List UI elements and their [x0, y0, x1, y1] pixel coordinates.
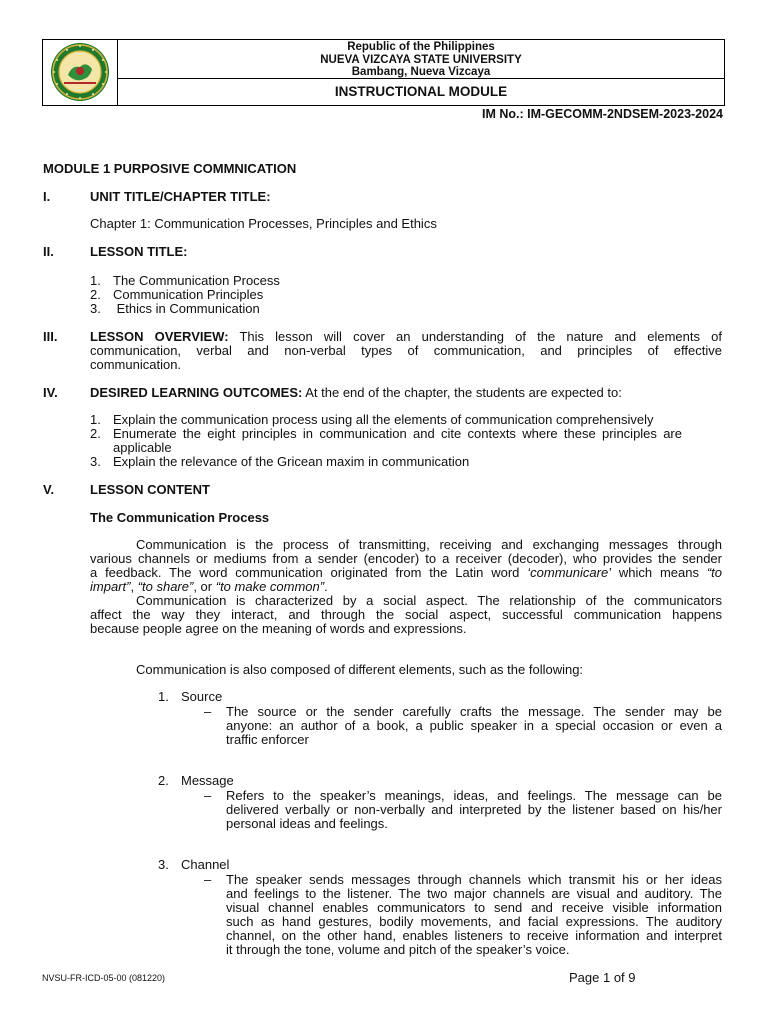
element-description-line: The source or the sender carefully crafts the message. The sender may be [226, 704, 722, 719]
list-number: 3. [90, 454, 101, 469]
header-box [42, 39, 725, 106]
list-number: 1. [90, 273, 101, 288]
list-item: The Communication Process [113, 273, 280, 288]
section-title: LESSON CONTENT [90, 482, 210, 497]
element-description-line: such as hand gestures, bodily movements, and facial expressions. The auditory [226, 914, 722, 929]
list-number: 3. [90, 301, 101, 316]
logo-cell [43, 40, 118, 105]
element-description-line: personal ideas and feelings. [226, 816, 388, 831]
section-title: UNIT TITLE/CHAPTER TITLE: [90, 189, 271, 204]
document-title: INSTRUCTIONAL MODULE [334, 84, 508, 99]
list-item: Enumerate the eight principles in communication and cite contexts where these principles are [113, 426, 682, 441]
element-description-line: and feelings to the listener. The two major channels are visual and auditory. The [226, 886, 722, 901]
section-number: III. [43, 329, 58, 344]
list-number: 1. [90, 412, 101, 427]
list-number: 3. [158, 857, 169, 872]
element-description-line: visual channel enables communicators to send and receive visible information [226, 900, 722, 915]
list-number: 1. [158, 689, 169, 704]
element-name: Source [181, 689, 223, 704]
dash-bullet: – [204, 788, 212, 803]
element-description-line: it through the tone, volume and pitch of the speaker’s voice. [226, 942, 570, 957]
element-description-line: The speaker sends messages through channels which transmit his or her ideas [226, 872, 722, 887]
element-description-line: Refers to the speaker’s meanings, ideas, and feelings. The message can be [226, 788, 722, 803]
text-run: which means [611, 565, 707, 580]
republic-line: Republic of the Philippines [347, 41, 495, 53]
element-name: Channel [181, 857, 230, 872]
dash-bullet: – [204, 704, 212, 719]
section-title: LESSON OVERVIEW: [90, 329, 229, 344]
italic-run: ‘communicare’ [527, 565, 612, 580]
chapter-title: Chapter 1: Communication Processes, Principles and Ethics [90, 216, 437, 231]
paragraph-line: Communication is characterized by a social aspect. The relationship of the communicators [136, 593, 722, 608]
list-item: Ethics in Communication [113, 301, 260, 316]
list-number: 2. [90, 426, 101, 441]
italic-run: “to share” [137, 579, 194, 594]
outcomes-intro: At the end of the chapter, the students are expected to: [305, 385, 622, 400]
outcomes-heading [90, 386, 622, 400]
text-run: . [324, 579, 328, 594]
element-description-line: delivered verbally or non-verbally and interpreted by the listener based on his/her [226, 802, 722, 817]
subheading: The Communication Process [90, 510, 270, 525]
section-number: I. [43, 189, 51, 204]
text-run: , [130, 579, 138, 594]
section-title: LESSON TITLE: [90, 244, 188, 259]
list-item: Communication Principles [113, 287, 264, 302]
section-number: V. [43, 482, 55, 497]
form-code: NVSU-FR-ICD-05-00 (081220) [42, 973, 166, 983]
elements-intro: Communication is also composed of different elements, such as the following: [136, 662, 584, 677]
module-title: MODULE 1 PURPOSIVE COMMNICATION [43, 161, 297, 176]
list-item: Explain the communication process using all the elements of communication comprehensively [113, 412, 654, 427]
university-seal-icon [48, 41, 112, 103]
list-number: 2. [90, 287, 101, 302]
paragraph-line: because people agree on the meaning of words and expressions. [90, 621, 467, 636]
overview-line: communication. [90, 357, 182, 372]
paragraph-line [90, 566, 722, 580]
list-number: 2. [158, 773, 169, 788]
page-number: Page 1 of 9 [569, 970, 636, 985]
list-item-continuation: applicable [113, 440, 172, 455]
text-run: a feedback. The word communication originated from the Latin word [90, 565, 528, 580]
italic-run: “to [706, 565, 723, 580]
element-name: Message [181, 773, 234, 788]
overview-line: communication, verbal and non-verbal types of communication, and principles of effective [90, 343, 722, 358]
paragraph-line: Communication is the process of transmitting, receiving and exchanging messages through [136, 537, 722, 552]
university-name: NUEVA VIZCAYA STATE UNIVERSITY [320, 53, 522, 66]
header-institution [118, 40, 724, 79]
section-number: II. [43, 244, 54, 259]
element-description-line: anyone: an author of a book, a public speaker in a special occasion or even a [226, 718, 722, 733]
section-number: IV. [43, 385, 58, 400]
paragraph-line: affect the way they interact, and through the social aspect, successful communication happens [90, 607, 722, 622]
overview-line [90, 330, 722, 344]
university-location: Bambang, Nueva Vizcaya [351, 66, 491, 78]
paragraph-line [90, 580, 328, 594]
italic-run: “to make common” [215, 579, 325, 594]
element-description-line: channel, on the other hand, enables listeners to receive information and interpret [226, 928, 722, 943]
text-run: , or [193, 579, 216, 594]
im-number: IM No.: IM-GECOMM-2NDSEM-2023-2024 [481, 107, 723, 121]
overview-text: This lesson will cover an understanding of the nature and elements of [239, 329, 722, 344]
element-description-line: traffic enforcer [226, 732, 309, 747]
dash-bullet: – [204, 872, 212, 887]
list-item: Explain the relevance of the Gricean maxim in communication [113, 454, 470, 469]
section-title: DESIRED LEARNING OUTCOMES: [90, 385, 303, 400]
paragraph-line: various channels or mediums from a sender (encoder) to a receiver (decoder), who provides the sender [90, 551, 722, 566]
italic-run: impart” [90, 579, 131, 594]
